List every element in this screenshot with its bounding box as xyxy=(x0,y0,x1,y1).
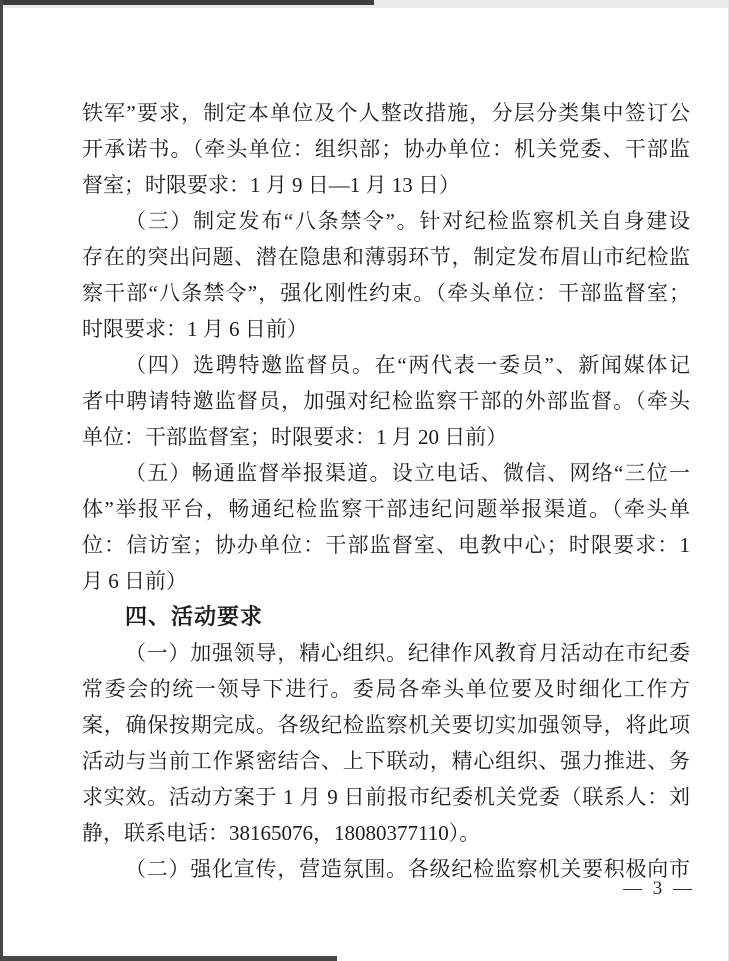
text-line: 案，确保按期完成。各级纪检监察机关要切实加强领导，将此项 xyxy=(82,713,690,737)
text-line: 体”举报平台，畅通纪检监察干部违纪问题举报渠道。（牵头单 xyxy=(82,497,690,521)
text-line: （四）选聘特邀监督员。在“两代表一委员”、新闻媒体记 xyxy=(125,353,690,377)
text-line: 活动与当前工作紧密结合、上下联动，精心组织、强力推进、务 xyxy=(82,749,690,773)
text-line: （一）加强领导，精心组织。纪律作风教育月活动在市纪委 xyxy=(125,641,690,665)
section-heading: 四、活动要求 xyxy=(125,604,264,629)
text-line: 静，联系电话：38165076，18080377110）。 xyxy=(82,821,481,845)
text-line: （五）畅通监督举报渠道。设立电话、微信、网络“三位一 xyxy=(125,461,690,485)
text-line: 开承诺书。（牵头单位：组织部；协办单位：机关党委、干部监 xyxy=(82,137,690,161)
scan-edge-bottom-dark xyxy=(0,956,337,961)
scan-edge-left xyxy=(0,0,3,961)
text-line: 月 6 日前） xyxy=(82,569,187,593)
text-line: 督室；时限要求：1 月 9 日—1 月 13 日） xyxy=(82,173,460,197)
text-line: （二）强化宣传，营造氛围。各级纪检监察机关要积极向市 xyxy=(125,857,690,881)
text-line: 存在的突出问题、潜在隐患和薄弱环节，制定发布眉山市纪检监 xyxy=(82,245,690,269)
scan-edge-top-dark xyxy=(0,0,374,5)
text-line: 单位：干部监督室；时限要求：1 月 20 日前） xyxy=(82,425,508,449)
text-line: 位：信访室；协办单位：干部监督室、电教中心；时限要求：1 xyxy=(82,533,690,557)
text-line: （三）制定发布“八条禁令”。针对纪检监察机关自身建设 xyxy=(125,209,690,233)
text-line: 时限要求：1 月 6 日前） xyxy=(82,317,308,341)
text-line: 察干部“八条禁令”，强化刚性约束。（牵头单位：干部监督室； xyxy=(82,281,690,305)
text-line: 者中聘请特邀监督员，加强对纪检监察干部的外部监督。（牵头 xyxy=(82,389,690,413)
text-line: 铁军”要求，制定本单位及个人整改措施，分层分类集中签订公 xyxy=(82,101,690,125)
document-text-block xyxy=(82,95,690,887)
text-line: 常委会的统一领导下进行。委局各牵头单位要及时细化工作方 xyxy=(82,677,690,701)
page-number: — 3 — xyxy=(623,878,695,899)
text-line: 求实效。活动方案于 1 月 9 日前报市纪委机关党委（联系人：刘 xyxy=(82,785,690,809)
